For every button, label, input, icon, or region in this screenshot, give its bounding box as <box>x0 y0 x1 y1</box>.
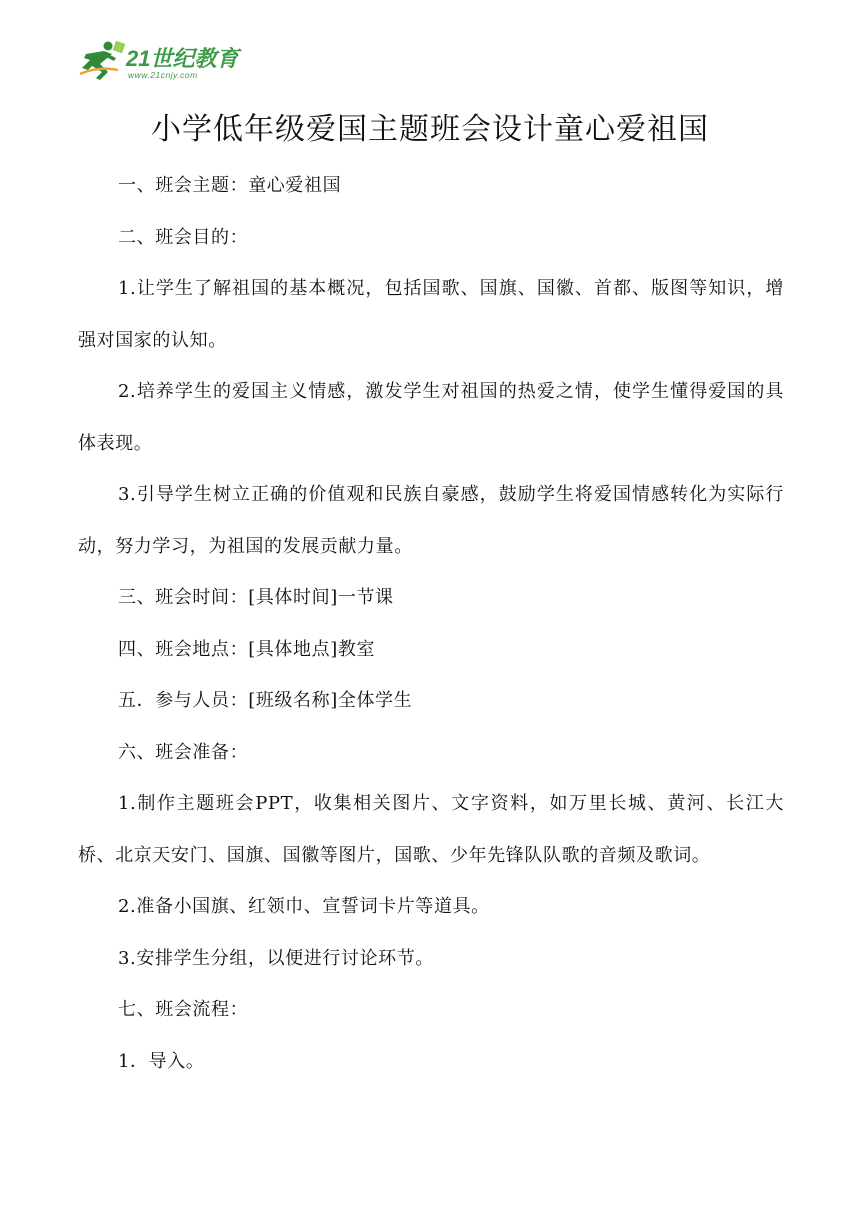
preparation-item-2: 2.准备小国旗、红领巾、宣誓词卡片等道具。 <box>118 896 490 917</box>
preparation-item-1: 1.制作主题班会PPT，收集相关图片、文字资料，如万里长城、黄河、长江大桥、北京天安门、国旗、国徽等图片，国歌、少年先锋队队歌的音频及歌词。 <box>78 793 784 866</box>
section-theme: 一、班会主题：童心爱祖国 <box>118 175 342 196</box>
section-process-heading: 七、班会流程： <box>118 999 249 1020</box>
section-preparation-heading: 六、班会准备： <box>118 741 249 763</box>
logo-graphic <box>78 40 248 84</box>
section-time: 三、班会时间：[具体时间]一节课 <box>118 587 394 608</box>
document-title: 小学低年级爱国主题班会设计童心爱祖国 <box>151 112 709 147</box>
section-participants: 五．参与人员：[班级名称]全体学生 <box>118 690 413 711</box>
runner-icon <box>80 41 125 80</box>
section-purpose-heading: 二、班会目的： <box>118 226 249 248</box>
purpose-item-1: 1.让学生了解祖国的基本概况，包括国歌、国旗、国徽、首都、版图等知识，增强对国家的认知。 <box>78 278 784 351</box>
purpose-item-3: 3.引导学生树立正确的价值观和民族自豪感，鼓励学生将爱国情感转化为实际行动，努力学习，为祖国的发展贡献力量。 <box>78 484 784 557</box>
document-body <box>78 160 784 1087</box>
purpose-item-2: 2.培养学生的爱国主义情感，激发学生对祖国的热爱之情，使学生懂得爱国的具体表现。 <box>78 381 784 454</box>
preparation-item-3: 3.安排学生分组，以便进行讨论环节。 <box>118 947 434 969</box>
site-logo <box>78 40 248 84</box>
section-location: 四、班会地点：[具体地点]教室 <box>118 638 376 660</box>
logo-url-text: www.21cnjy.com <box>128 70 198 80</box>
process-item-1: 1．导入。 <box>118 1050 205 1072</box>
logo-text: 21世纪教育 <box>126 46 239 71</box>
